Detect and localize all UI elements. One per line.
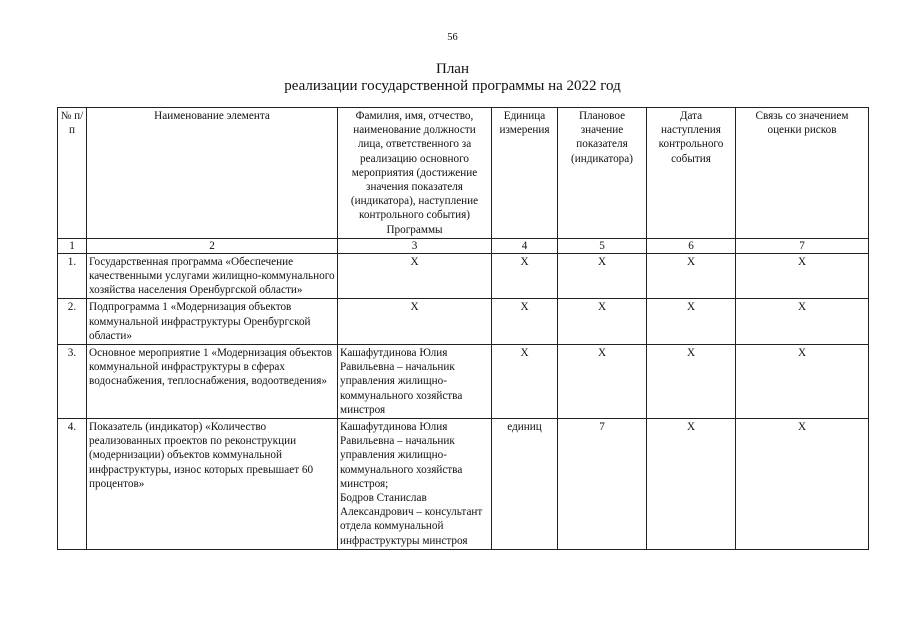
- header-risk-link: Связь со значением оценки рисков: [736, 108, 869, 239]
- responsible-person: Кашафутдинова Юлия Равильевна – начальник управления жилищно-коммунального хозяйства минстроя; Бодров Станислав Александрович – консультант отдела коммунальной инфраструктуры минстроя: [338, 419, 492, 550]
- risk-link: X: [736, 419, 869, 550]
- table-row: [58, 345, 869, 419]
- row-number: 3.: [58, 345, 87, 419]
- header-number: № п/п: [58, 108, 87, 239]
- column-number-row: [58, 238, 869, 253]
- planned-value: 7: [558, 419, 647, 550]
- responsible-person: Кашафутдинова Юлия Равильевна – начальник управления жилищно-коммунального хозяйства минстроя: [338, 345, 492, 419]
- table-row: [58, 419, 869, 550]
- element-name: Показатель (индикатор) «Количество реализованных проектов по реконструкции (модернизации) объектов коммунальной инфраструктуры, износ которых превышает 60 процентов»: [87, 419, 338, 550]
- header-control-date: Дата наступления контрольного события: [647, 108, 736, 239]
- column-number: 1: [58, 238, 87, 253]
- header-element-name: Наименование элемента: [87, 108, 338, 239]
- table-row: [58, 299, 869, 345]
- risk-link: X: [736, 345, 869, 419]
- control-date: X: [647, 253, 736, 299]
- risk-link: X: [736, 253, 869, 299]
- header-row: [58, 108, 869, 239]
- column-number: 3: [338, 238, 492, 253]
- element-name: Основное мероприятие 1 «Модернизация объектов коммунальной инфраструктуры в сферах водоснабжения, теплоснабжения, водоотведения»: [87, 345, 338, 419]
- element-name: Подпрограмма 1 «Модернизация объектов коммунальной инфраструктуры Оренбургской области»: [87, 299, 338, 345]
- table-row: [58, 253, 869, 299]
- column-number: 5: [558, 238, 647, 253]
- title-line-1: План: [435, 61, 469, 77]
- risk-link: X: [736, 299, 869, 345]
- title-line-2: реализации государственной программы на 2022 год: [284, 78, 621, 94]
- control-date: X: [647, 299, 736, 345]
- page-title: [0, 61, 905, 95]
- header-planned-value: Плановое значение показателя (индикатора): [558, 108, 647, 239]
- planned-value: X: [558, 345, 647, 419]
- row-number: 2.: [58, 299, 87, 345]
- control-date: X: [647, 345, 736, 419]
- planned-value: X: [558, 253, 647, 299]
- page-number: 56: [447, 32, 458, 43]
- element-name: Государственная программа «Обеспечение качественными услугами жилищно-коммунального хозяйства населения Оренбургской области»: [87, 253, 338, 299]
- plan-table: [57, 107, 869, 550]
- unit: X: [492, 299, 558, 345]
- column-number: 2: [87, 238, 338, 253]
- unit: X: [492, 253, 558, 299]
- column-number: 7: [736, 238, 869, 253]
- row-number: 4.: [58, 419, 87, 550]
- planned-value: X: [558, 299, 647, 345]
- unit: X: [492, 345, 558, 419]
- responsible-person: X: [338, 253, 492, 299]
- column-number: 6: [647, 238, 736, 253]
- header-responsible: Фамилия, имя, отчество, наименование должности лица, ответственного за реализацию основного мероприятия (достижение значения показателя (индикатора), наступление контрольного события) Программы: [338, 108, 492, 239]
- header-unit: Единица измерения: [492, 108, 558, 239]
- unit: единиц: [492, 419, 558, 550]
- control-date: X: [647, 419, 736, 550]
- column-number: 4: [492, 238, 558, 253]
- responsible-person: X: [338, 299, 492, 345]
- row-number: 1.: [58, 253, 87, 299]
